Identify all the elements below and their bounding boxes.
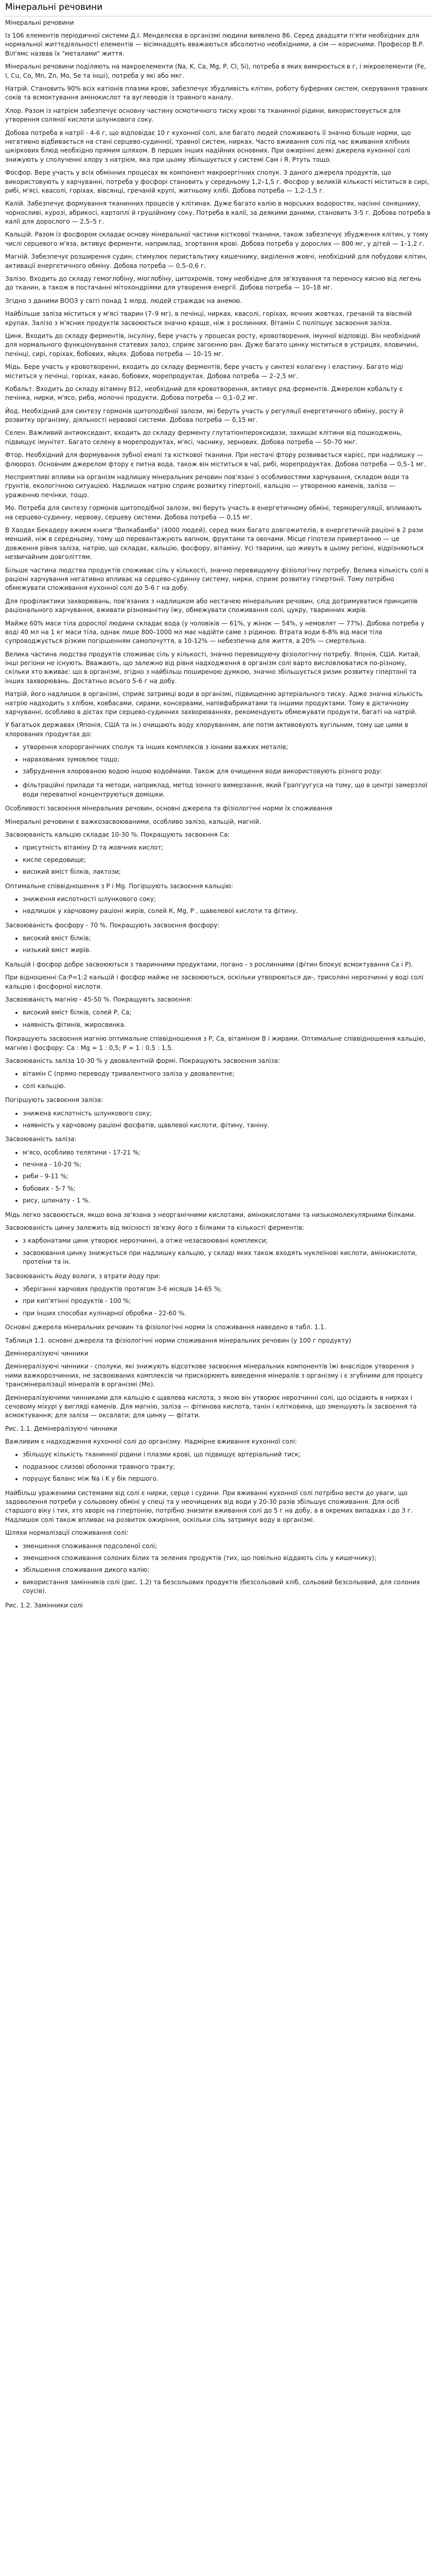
paragraph: Магній. Забезпечує розширення судин, стимулює перистальтику кишечнику, виділення жовчі, необхідний для побудови клітин, активації енергетичного обміну. Добова потреба — 0,5–0,6 г. — [5, 253, 428, 269]
paragraph: Засвоюваність заліза 10-30 % у двовалентній формі. Покращують засвоєння заліза: — [5, 1057, 280, 1064]
paragraph: Кобальт. Входить до складу вітаміну В12, необхідний для кровотворення, активує ряд ферментів. Джерелом кобальту є печінка, нирки, м'ясо, риба, молочні продукти. Добова потреба — 0,1–0,2 мг. — [5, 385, 403, 402]
list-item: • використання замінників солі (рис. 1.2) та безсольових продуктів (безсольовий хліб, сольовий безсольовий, для солоних соусів). — [23, 1578, 431, 1596]
paragraph: Засвоюваність кальцію складає 10-30 %. Покращують засвоєння Са: — [5, 831, 230, 838]
paragraph: Важливим є надходження кухонної солі до організму. Надмірне вживання кухонної солі: — [5, 1438, 297, 1446]
list-item: • нарахованих зумовлює тощо; — [23, 755, 431, 764]
list-item: • рису, шпинату - 1 %. — [23, 1196, 431, 1205]
list-item: • присутність вітаміну D та жовчних кислот; — [23, 843, 431, 852]
paragraph: Засвоюваність магнію - 45-50 %. Покращують засвоєння: — [5, 996, 193, 1004]
list-item: • при кип'ятінні продуктів - 100 %; — [23, 1297, 431, 1306]
paragraph: При відношенні Са:Р=1:2 кальцій і фосфор майже не засвоюються, оскільки утворюються ди-, трисоляні нерозчинні у воді солі кальцію і фосфорної кислоти. — [5, 974, 424, 990]
paragraph: Згідно з даними ВООЗ у світі понад 1 млрд. людей страждає на анемію. — [5, 297, 242, 304]
bullet-list — [5, 1070, 431, 1091]
paragraph: Шляхи нормалізації споживання солі: — [5, 1529, 129, 1537]
bullet-list — [5, 1008, 431, 1029]
paragraph: Оптимальне співвідношення з Р і Mg. Погіршують засвоєння кальцію: — [5, 882, 233, 890]
list-item: • зниження кислотності шлункового соку; — [23, 895, 431, 904]
paragraph: Мідь легко засвоюється, якщо вона зв'язана з неорганічними кислотами, амінокислотами та низькомолекулярними білками. — [5, 1211, 416, 1218]
list-item: • риби - 9-11 %; — [23, 1172, 431, 1181]
bullet-list — [5, 1109, 431, 1130]
list-item: • з карбонатами цинк утворює нерозчинні, а отже незасвоювані комплекси; — [23, 1236, 431, 1245]
bullet-list — [5, 1450, 431, 1483]
list-item: • кисле середовище; — [23, 856, 431, 865]
paragraph: Йод. Необхідний для синтезу гормонів щитоподібної залози, які беруть участь у регуляції енергетичного обміну, росту й розвитку організму, діяльності нервової системи. Добова потреба — 0,15 мг. — [5, 407, 404, 424]
bullet-list — [5, 1542, 431, 1596]
list-item: • низький вміст жирів. — [23, 946, 431, 955]
paragraph: Погіршують засвоєння заліза: — [5, 1096, 103, 1104]
paragraph: Кальцій і фосфор добре засвоюються з тваринними продуктами, погано - з рослинними (фітин блокує всмоктування Са і Р). — [5, 960, 413, 968]
list-item: • утворення хлорорганічних сполук та інших комплексів з іонами важких металів; — [23, 743, 431, 752]
paragraph: Засвоюваність фосфору - 70 %. Покращують засвоєння фосфору: — [5, 921, 220, 929]
list-item: • надлишок у харчовому раціоні жирів, солей К, Mg, Р , щавелевої кислоти та фітину. — [23, 907, 431, 916]
paragraph: Для профілактики захворювань, пов'язаних з надлишком або нестачею мінеральних речовин, слід дотримуватися принципів раціонального харчування, вживати різноманітну їжу, обмежувати споживання солі, цукру, тваринних жирів. — [5, 597, 418, 614]
paragraph: Засвоюваність цинку залежить від якісності зв'язку його з білками та кількості ферментів: — [5, 1224, 305, 1232]
paragraph: Калій. Забезпечує формування тканинних процесів у клітинах. Дуже багато калію в морських водоростях, насінні соняшнику, чорносливі, курозі, абрикосі, картоплі й грушійному соку. Потреба в калії, за деякими даними, становить 3-5 г. Добова потреба в калії для дорослого — 2,5–5 г. — [5, 200, 431, 226]
page-title: Мінеральні речовини — [3, 0, 433, 16]
paragraph: Мінеральні речовини є важкозасвоюваними, особливо залізо, кальцій, магній. — [5, 818, 261, 825]
list-item: • високий вміст білків, лактози; — [23, 868, 431, 876]
paragraph: Основні джерела мінеральних речовин та фізіологічні норми їх споживання наведено в табл. 1.1. — [5, 1324, 326, 1331]
list-item: • вітамін С (прямо переводу тривалентного заліза у двовалентне; — [23, 1070, 431, 1078]
list-item: • м'ясо, особливо телятини - 17-21 %; — [23, 1148, 431, 1157]
paragraph: В Хаодах Бекадеру вжиєм книги "Вилкабамба" (4000 людей), серед яких багато довгожителів, в енергетичній раціоні в 2 рази менший, ніж в середньому, тому що перевантажують вапном, фруктами та овочами. Місце гіпотези привертанню — це довження рівня заліза, натрію, що складає, кальцію, фосфору, вітаміну. Усі тварини, що живуть в цьому регіоні, відрізняються незвичайним довголіттям. — [5, 527, 424, 561]
paragraph: Найбільше заліза міститься у м'ясі тварин (7–9 мг), в печінці, нирках, квасолі, горіхах, яєчних жовтках, гречаній та вівсяній крупах. Залізо з м'ясних продуктів засвоюється значно краще, ніж з рослинних. Вітамін С поліпшує засвоєння заліза. — [5, 310, 412, 327]
list-item: • знижена кислотність шлункового соку; — [23, 1109, 431, 1118]
bullet-list — [5, 843, 431, 876]
paragraph: У багатьох державах (Японія, США та ін.) очищають воду хлоруванням, але потім активовують вугільним, тому ще цими в хлорованих продуктах до: — [5, 721, 409, 738]
paragraph: Велика частина людства продуктів споживає сіль у кількості, значно перевищуючу фізіологічну потребу. Японія, США. Китай, інші регіони не існують. Вважають, що залежно від рівня надходження в організм солі варто висловлюватися по-різному, скільки хто вживає: що в організмі, згідно з найбільш поширеною думкою, значно збільшується ризик розвитку гіпертонії та інших захворювань. Достатньо всього 5-6 г на добу. — [5, 650, 421, 685]
paragraph: Демінералізуючими чинниками для кальцію є щавлева кислота, з якою він утворює нерозчинні солі, що осідають в нирках і сечовому міхурі у вигляді каменів. Для магнію, заліза — фітинова кислота, танін і клітковина, що зменшують їх засвоєння та всмоктування; для заліза — оксалати; для цинку — фітати. — [5, 1394, 417, 1419]
paragraph: Натрій, його надлишок в організмі, сприяє затримці води в організмі, підвищенню артеріального тиску. Адже значна кількість натрію надходить з хлібом, ковбасами, сирами, консервами, напівфабрикатами та іншими продуктами. Тому в дієтичному харчуванні, особливо в дієтах при серцево-судинних захворюваннях, рекомендують обмежувати продукти, багаті на натрій. — [5, 690, 423, 716]
bullet-list — [5, 1236, 431, 1266]
list-item: • високий вміст білків, солей Р, Са; — [23, 1008, 431, 1017]
section-heading: Рис. 1.2. Замінники солі — [5, 1601, 83, 1609]
list-item: • фільтраційні прилади та методи, наприклад, метод зонного вимерзання, який Грапгуугуса на тому, що в центрі замерзлої води перевапної концентруються домішки. — [23, 781, 431, 799]
paragraph: Кальцій. Разом із фосфором складає основу мінеральної частини кісткової тканини, також забезпечує збудження клітин, у тому числі серцевого м'яза, активує ферменти, наприклад, згортання крові. Добова потреба у дорослих — 800 мг, у дітей — 1–1,2 г. — [5, 231, 428, 247]
bullet-list — [5, 1148, 431, 1206]
paragraph: Засвоюваність йоду вологи, з втрати йоду при: — [5, 1272, 161, 1280]
section-heading: Мінеральні речовини — [5, 19, 74, 26]
list-item: • порушує баланс між Na і K у бік першого. — [23, 1475, 431, 1483]
list-item: • солі кальцію. — [23, 1082, 431, 1091]
paragraph: Фтор. Необхідний для формування зубної емалі та кісткової тканини. При нестачі фтору розвивається карієс, при надлишку — флюороз. Основним джерелом фтору є питна вода, також він міститься в чаї, рибі, морепродуктах. Добова потреба — 0,5–1 мг. — [5, 451, 426, 468]
paragraph: Несприятливі впливи на організм надлишку мінеральних речовин пов'язані з особливостями харчування, складом води та ґрунтів, екологічною ситуацією. Надлишок натрію сприяє розвитку гіпертонії, кальцію — утворенню каменів, заліза — ураженню печінки, тощо. — [5, 473, 409, 499]
list-item: • зменшення споживання солоних білих та зелених продуктів (тих, що повільно віддають сіль у кишечнику); — [23, 1554, 431, 1563]
paragraph: Покращують засвоєння магнію оптимальне співвідношення з Р, Са, вітаміном В і жирами. Оптимальне співвідношення кальцію, магнію і фосфору: Са : Mg = 1 : 0,5; Р = 1 : 0,5 : 1,5. — [5, 1035, 426, 1052]
document-content — [3, 19, 433, 1610]
list-item: • збільшує кількість тканинної рідини і плазми крові, що підвищує артеріальний тиск; — [23, 1450, 431, 1459]
section-heading: Демінералізуючі чинники — [5, 1349, 89, 1357]
list-item: • подразнює слизові оболонки травного тракту; — [23, 1463, 431, 1471]
paragraph: Мо. Потреба для синтезу гормонів щитоподібної залози, які беруть участь в енергетичному обміні, терморегуляції, впливають на серцево-судинну, нервову, серцеву системи. Добова потреба — 0,15 мг. — [5, 504, 422, 521]
list-item: • збільшення споживання дикого калію; — [23, 1566, 431, 1574]
paragraph: Фосфор. Вере участь у всіх обмінних процесах як компонент макроергічних сполук. З даного джерела продуктів, що використовують у харчуванні, потреба у фосфорі становить у середньому 1,2–1,5 г. Фосфор у великій кількості міститься в сирі, рибі, м'ясі, квасолі, горіхах, вівсянці, гречаній крупі, житньому хлібі. Добова потреба — 1,2–1,5 г. — [5, 169, 429, 194]
section-heading: Таблиця 1.1. основні джерела та фізіологічні норми споживання мінеральних речовин (у 100 г продукту) — [5, 1336, 352, 1344]
paragraph: Більше частина людства продуктів споживає сіль у кількості, значно перевищуючу фізіологічну потребу. Велика кількість солі в раціоні харчування негативно впливає на серцево-судинну систему, нирки, сприяє розвитку гіпертонії. Тому потрібно обмежувати споживання кухонної солі до 5-6 г на добу. — [5, 566, 429, 592]
paragraph: Майже 60% маси тіла дорослої людини складає вода (у чоловіків — 61%, у жінок — 54%, у немовлят — 77%). Добова потреба у воді 40 мл на 1 кг маси тіла, однак лише 800–1000 мл має надійти саме з рідиною. Втрата води 6-8% від маси тіла супроводжується різким погіршенням самопочуття, а 10-12% — небезпечна для життя, а 20% — смертельна. — [5, 619, 425, 645]
paragraph: Селен. Важливий антиоксидант, входить до складу ферменту глутатіонпероксидази, захищає клітини від пошкоджень, підвищує імунітет. Багато селену в морепродуктах, м'ясі, часнику, зернових. Добова потреба — 50–70 мкг. — [5, 429, 403, 446]
list-item: • зберіганні харчових продуктів протягом 3-6 місяців 14-65 %; — [23, 1285, 431, 1294]
paragraph: Цинк. Входить до складу ферментів, інсуліну, бере участь у процесах росту, кровотворення, імунної відповіді. Він необхідний для нормального функціонування статевих залоз, сприяє загоєнню ран. Дуже багато цинку міститься в устрицях, яловичині, печінці, сирі, горіхах, бобових, яйцях. Добова потреба — 10–15 мг. — [5, 332, 421, 358]
bullet-list — [5, 743, 431, 776]
list-item: • зменшення споживання подсоленої солі; — [23, 1542, 431, 1551]
list-item: • при інших способах кулінарної обробки - 22-60 %. — [23, 1309, 431, 1318]
paragraph: Залізо. Входить до складу гемоглобіну, міоглобіну, цитохромів, тому необхідне для зв'язування та переносу кисню від легень до тканин, а також в постачанні мітохондріями для утворення енергії. Добова потреба — 10–18 мг. — [5, 275, 422, 292]
list-item: • забруднення хлорованою водою іншою водоймами. Також для очищення води використовують різного роду: — [23, 767, 431, 776]
paragraph: Мінеральні речовини поділяють на макроелементи (Na, K, Ca, Mg, P, Cl, Si), потреба в яких вимірюється в г, і мікроелементи (Fe, I, Cu, Co, Mn, Zn, Mo, Se та інші), потреба у які або мкг. — [5, 63, 426, 79]
paragraph: Засвоюваність заліза: — [5, 1136, 77, 1143]
list-item: • бобових - 5-7 %; — [23, 1184, 431, 1193]
bullet-list — [5, 895, 431, 916]
list-item: • засвоювання цинку знижується при надлишку кальцію, у складі яких також входять нуклеїнові кислоти, амінокислоти, протеїни та ін. — [23, 1249, 431, 1267]
paragraph: Демінералізуючі чинники - сполуки, які знижують відсоткове засвоєння мінеральних компонентів їжі внаслідок утворення з ними важкорозчинних, не засвоюваних комплексів чи прискорюють виведення мінералів з організму і є згубними для процесу трансмінералізації мінералів в організмі (Ме). — [5, 1363, 423, 1388]
bullet-list — [5, 1285, 431, 1318]
paragraph: Мідь. Бере участь у кровотворенні, входить до складу ферментів, бере участь у синтезі колагену і еластину. Багато міді міститься у печінці, горіхах, какао, бобових, морепродуктах. Добова потреба — 2–2,5 мг. — [5, 363, 403, 380]
paragraph: Добова потреба в натрії - 4-6 г, що відповідає 10 г кухонної солі, але багато людей споживають її значно більше норми, що негативно відбивається на стані серцево-судинної, травної систем, нирках. Часто вживання солі під час вживання хлібних шкіркових блюд необхідно прямим шляхом. В перших інших надійних основних. При ожирінні деякі джерела кухонної солі знижують у сполученні хлору з натрієм, яка при цьому збільшується у системі Сам і Я. Ртуть тощо. — [5, 129, 411, 163]
list-item: • наявність у харчовому раціоні фосфатів, щавлевої кислоти, фітину, таніну. — [23, 1121, 431, 1130]
list-item: • високий вміст білків; — [23, 934, 431, 943]
section-heading: Рис. 1.1. Демінералізуючі чинники — [5, 1425, 117, 1432]
list-item: • наявність фітинів, жиросвинка. — [23, 1021, 431, 1029]
bullet-list — [5, 934, 431, 955]
paragraph: Найбільш ураженими системами від солі є нирки, серце і судини. При вживанні кухонної солі потрібно вести до уваги, що задоволення потреби у сольовому обміні у спеці та у неочищених від води у 20-30 разів збільшує споживання. Для осіб старшого віку і тих, хто хворіє на гіпертонію, потрібно знизити вживання солі до 5 г на добу, а в окремих випадках і до 3 г. Надлишок солі також впливає на розвиток ожиріння, оскільки сіль затримує воду в організмі. — [5, 1489, 413, 1523]
list-item: • печінка - 10-20 %; — [23, 1160, 431, 1169]
paragraph: Із 106 елементів періодичної системи Д.І. Менделєєва в організмі людини виявлено 86. Серед двадцяти п'яти необхідних для нормальної життєдіяльності елементів — вісімнадцять вважаються абсолютно необхідними, а сім — корисними. Професор В.Р. Віл'ямс назвав їх "металами" життя. — [5, 32, 425, 57]
section-heading: Особливості засвоєння мінеральних речовин, основні джерела та фізіологічні норми їх споживання — [5, 805, 333, 812]
paragraph: Натрій. Становить 90% всіх катіонів плазми крові, забезпечує збудливість клітин, роботу буферних систем, скерування травних соків та всмоктування амінокислот та вуглеводів із травного каналу. — [5, 84, 428, 101]
bullet-list — [5, 781, 431, 799]
paragraph: Хлор. Разом із натрієм забезпечує основну частину осмотичного тиску крові та тканинної рідини, використовується для утворення соляної кислоти шлункового соку. — [5, 107, 401, 124]
